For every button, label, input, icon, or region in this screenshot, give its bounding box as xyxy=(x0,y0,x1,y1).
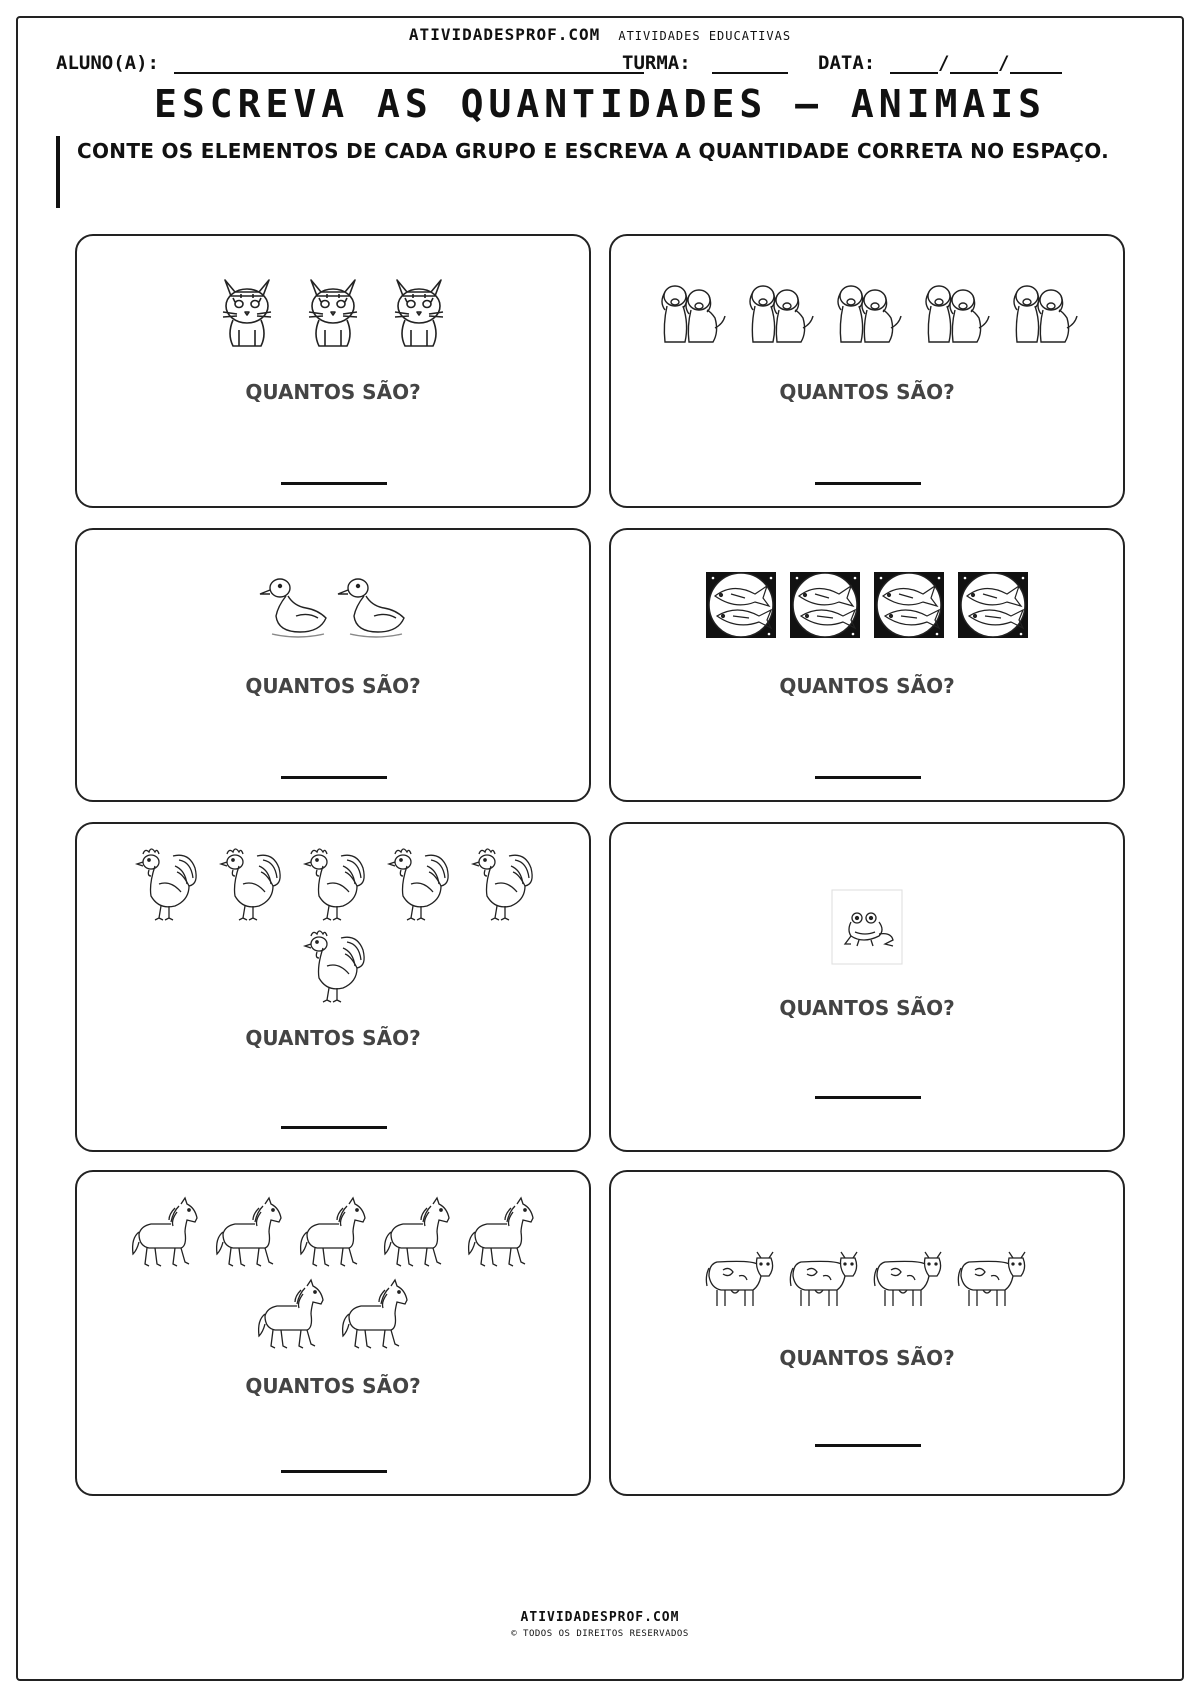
exercise-card-horses xyxy=(75,1170,591,1496)
question-text: QUANTOS SÃO? xyxy=(245,1026,421,1050)
horse-icon xyxy=(129,1192,201,1270)
rooster-icon xyxy=(297,844,369,922)
answer-line[interactable] xyxy=(281,776,387,779)
dog-pair-icon xyxy=(917,272,993,350)
duck-icon xyxy=(258,566,330,644)
answer-line[interactable] xyxy=(815,1096,921,1099)
date-separator: / xyxy=(938,52,950,74)
animal-group xyxy=(611,272,1123,350)
exercise-card-fish xyxy=(609,528,1125,802)
question-text: QUANTOS SÃO? xyxy=(779,996,955,1020)
date-year-line[interactable] xyxy=(1010,72,1062,74)
horse-icon xyxy=(213,1192,285,1270)
page-footer xyxy=(0,1610,1200,1639)
horse-icon xyxy=(339,1274,411,1352)
date-month-line[interactable] xyxy=(950,72,998,74)
answer-line[interactable] xyxy=(815,776,921,779)
cow-icon xyxy=(873,1236,945,1314)
rooster-icon xyxy=(297,926,369,1004)
frog-icon xyxy=(831,888,903,966)
answer-line[interactable] xyxy=(281,1126,387,1129)
fish-tile-icon xyxy=(703,566,779,644)
horse-icon xyxy=(381,1192,453,1270)
student-label: ALUNO(A): xyxy=(56,52,159,74)
rooster-icon xyxy=(381,844,453,922)
animal-group xyxy=(77,272,589,350)
animal-group xyxy=(77,1192,589,1352)
exercise-card-cats xyxy=(75,234,591,508)
cat-icon xyxy=(211,272,283,350)
fish-tile-icon xyxy=(787,566,863,644)
exercise-card-roosters xyxy=(75,822,591,1152)
cow-icon xyxy=(705,1236,777,1314)
date-day-line[interactable] xyxy=(890,72,938,74)
rooster-icon xyxy=(213,844,285,922)
question-text: QUANTOS SÃO? xyxy=(245,1374,421,1398)
dog-pair-icon xyxy=(829,272,905,350)
animal-group xyxy=(611,566,1123,644)
dog-pair-icon xyxy=(741,272,817,350)
question-text: QUANTOS SÃO? xyxy=(245,380,421,404)
cow-icon xyxy=(789,1236,861,1314)
exercise-card-ducks xyxy=(75,528,591,802)
question-text: QUANTOS SÃO? xyxy=(779,674,955,698)
cow-icon xyxy=(957,1236,1029,1314)
animal-group xyxy=(611,1236,1123,1314)
dog-pair-icon xyxy=(1005,272,1081,350)
footer-copyright: © TODOS OS DIREITOS RESERVADOS xyxy=(511,1629,689,1639)
footer-site: ATIVIDADESPROF.COM xyxy=(520,1610,680,1625)
duck-icon xyxy=(336,566,408,644)
instruction-text: CONTE OS ELEMENTOS DE CADA GRUPO E ESCREVA A QUANTIDADE CORRETA NO ESPAÇO. xyxy=(56,136,1116,208)
dog-pair-icon xyxy=(653,272,729,350)
answer-line[interactable] xyxy=(281,1470,387,1473)
animal-group xyxy=(77,844,589,1004)
answer-line[interactable] xyxy=(281,482,387,485)
animal-group xyxy=(77,566,589,644)
horse-icon xyxy=(465,1192,537,1270)
exercise-card-frog xyxy=(609,822,1125,1152)
cat-icon xyxy=(297,272,369,350)
question-text: QUANTOS SÃO? xyxy=(779,380,955,404)
site-tagline: ATIVIDADES EDUCATIVAS xyxy=(618,29,792,43)
fish-tile-icon xyxy=(955,566,1031,644)
exercise-card-dogs xyxy=(609,234,1125,508)
date-label: DATA: xyxy=(818,52,876,74)
horse-icon xyxy=(255,1274,327,1352)
question-text: QUANTOS SÃO? xyxy=(245,674,421,698)
answer-line[interactable] xyxy=(815,1444,921,1447)
question-text: QUANTOS SÃO? xyxy=(779,1346,955,1370)
site-name: ATIVIDADESPROF.COM xyxy=(408,25,601,44)
student-name-line[interactable] xyxy=(174,72,644,74)
student-info-row xyxy=(56,52,1146,76)
horse-icon xyxy=(297,1192,369,1270)
animal-group xyxy=(611,888,1123,966)
rooster-icon xyxy=(129,844,201,922)
cat-icon xyxy=(383,272,455,350)
date-separator: / xyxy=(998,52,1010,74)
answer-line[interactable] xyxy=(815,482,921,485)
exercise-card-cows xyxy=(609,1170,1125,1496)
site-header xyxy=(0,25,1200,44)
rooster-icon xyxy=(465,844,537,922)
fish-tile-icon xyxy=(871,566,947,644)
page-title: ESCREVA AS QUANTIDADES — ANIMAIS xyxy=(153,82,1047,126)
class-line[interactable] xyxy=(712,72,788,74)
class-label: TURMA: xyxy=(622,52,691,74)
